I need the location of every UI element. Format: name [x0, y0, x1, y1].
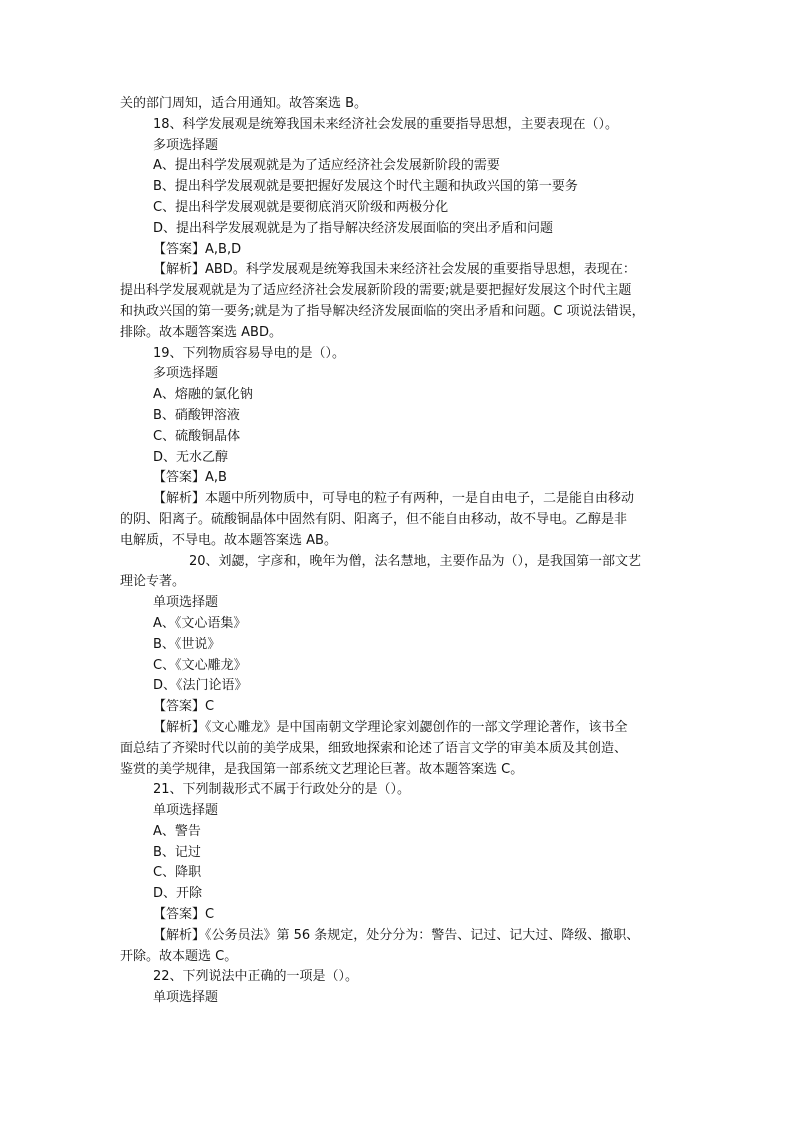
option-c: C、《文心雕龙》	[153, 657, 247, 673]
explanation-line: 【解析】ABD。科学发展观是统筹我国未来经济社会发展的重要指导思想，表现在：	[153, 262, 636, 278]
question-type: 单项选择题	[153, 803, 219, 819]
option-c: C、提出科学发展观就是要彻底消灭阶级和两极分化	[153, 199, 449, 215]
question-18-stem: 18、科学发展观是统筹我国未来经济社会发展的重要指导思想，主要表现在（）。	[153, 116, 619, 132]
explanation-line: 【解析】《文心雕龙》是中国南朝文学理论家刘勰创作的一部文学理论著作，该书全	[153, 719, 628, 735]
answer-line: 【答案】A,B,D	[153, 241, 242, 257]
option-d: D、无水乙醇	[153, 449, 229, 465]
explanation-line: 【解析】本题中所列物质中，可导电的粒子有两种，一是自由电子，二是能自由移动	[153, 491, 635, 507]
text-line: 关的部门周知，适合用通知。故答案选 B。	[120, 96, 368, 111]
option-d: D、提出科学发展观就是为了指导解决经济发展面临的突出矛盾和问题	[153, 220, 554, 236]
option-b: B、提出科学发展观就是要把握好发展这个时代主题和执政兴国的第一要务	[153, 179, 578, 195]
option-a: A、熔融的氯化钠	[153, 387, 253, 403]
question-21-stem: 21、下列制裁形式不属于行政处分的是（）。	[153, 782, 411, 798]
option-d: D、《法门论语》	[153, 678, 248, 694]
option-a: A、《文心语集》	[153, 615, 247, 631]
option-c: C、降职	[153, 865, 202, 881]
question-type: 单项选择题	[153, 595, 219, 611]
question-20-stem: 20、刘勰，字彦和，晚年为僧，法名慧地，主要作品为（），是我国第一部文艺	[189, 553, 642, 569]
option-b: B、记过	[153, 844, 201, 860]
option-b: B、《世说》	[153, 636, 221, 652]
explanation-line: 和执政兴国的第一要务;就是为了指导解决经济发展面临的突出矛盾和问题。C 项说法错误，	[120, 303, 645, 319]
question-20-stem-continued: 理论专著。	[120, 574, 186, 590]
option-d: D、开除	[153, 886, 203, 902]
answer-line: 【答案】C	[153, 907, 215, 923]
explanation-line: 提出科学发展观就是为了适应经济社会发展新阶段的需要;就是要把握好发展这个时代主题	[120, 283, 632, 299]
option-a: A、警告	[153, 823, 201, 839]
question-22-stem: 22、下列说法中正确的一项是（）。	[153, 969, 359, 985]
question-type: 多项选择题	[153, 137, 219, 153]
option-b: B、硝酸钾溶液	[153, 407, 240, 423]
explanation-line: 的阴、阳离子。硫酸铜晶体中固然有阴、阳离子，但不能自由移动，故不导电。乙醇是非	[120, 511, 628, 527]
explanation-line: 排除。故本题答案选 ABD。	[120, 324, 282, 340]
document-body	[120, 94, 680, 1009]
explanation-line: 面总结了齐梁时代以前的美学成果，细致地探索和论述了语言文学的审美本质及其创造、	[120, 740, 628, 756]
answer-line: 【答案】C	[153, 699, 215, 715]
question-19-stem: 19、下列物质容易导电的是（）。	[153, 345, 346, 361]
answer-line: 【答案】A,B	[153, 470, 227, 486]
option-a: A、提出科学发展观就是为了适应经济社会发展新阶段的需要	[153, 158, 500, 174]
explanation-line: 鉴赏的美学规律，是我国第一部系统文艺理论巨著。故本题答案选 C。	[120, 761, 524, 777]
option-c: C、硫酸铜晶体	[153, 428, 241, 444]
explanation-line: 【解析】《公务员法》第 56 条规定，处分分为：警告、记过、记大过、降级、撤职、	[153, 927, 640, 943]
question-type: 多项选择题	[153, 366, 219, 382]
explanation-line: 开除。故本题选 C。	[120, 948, 238, 964]
explanation-line: 电解质，不导电。故本题答案选 AB。	[120, 532, 337, 548]
question-type: 单项选择题	[153, 990, 219, 1006]
